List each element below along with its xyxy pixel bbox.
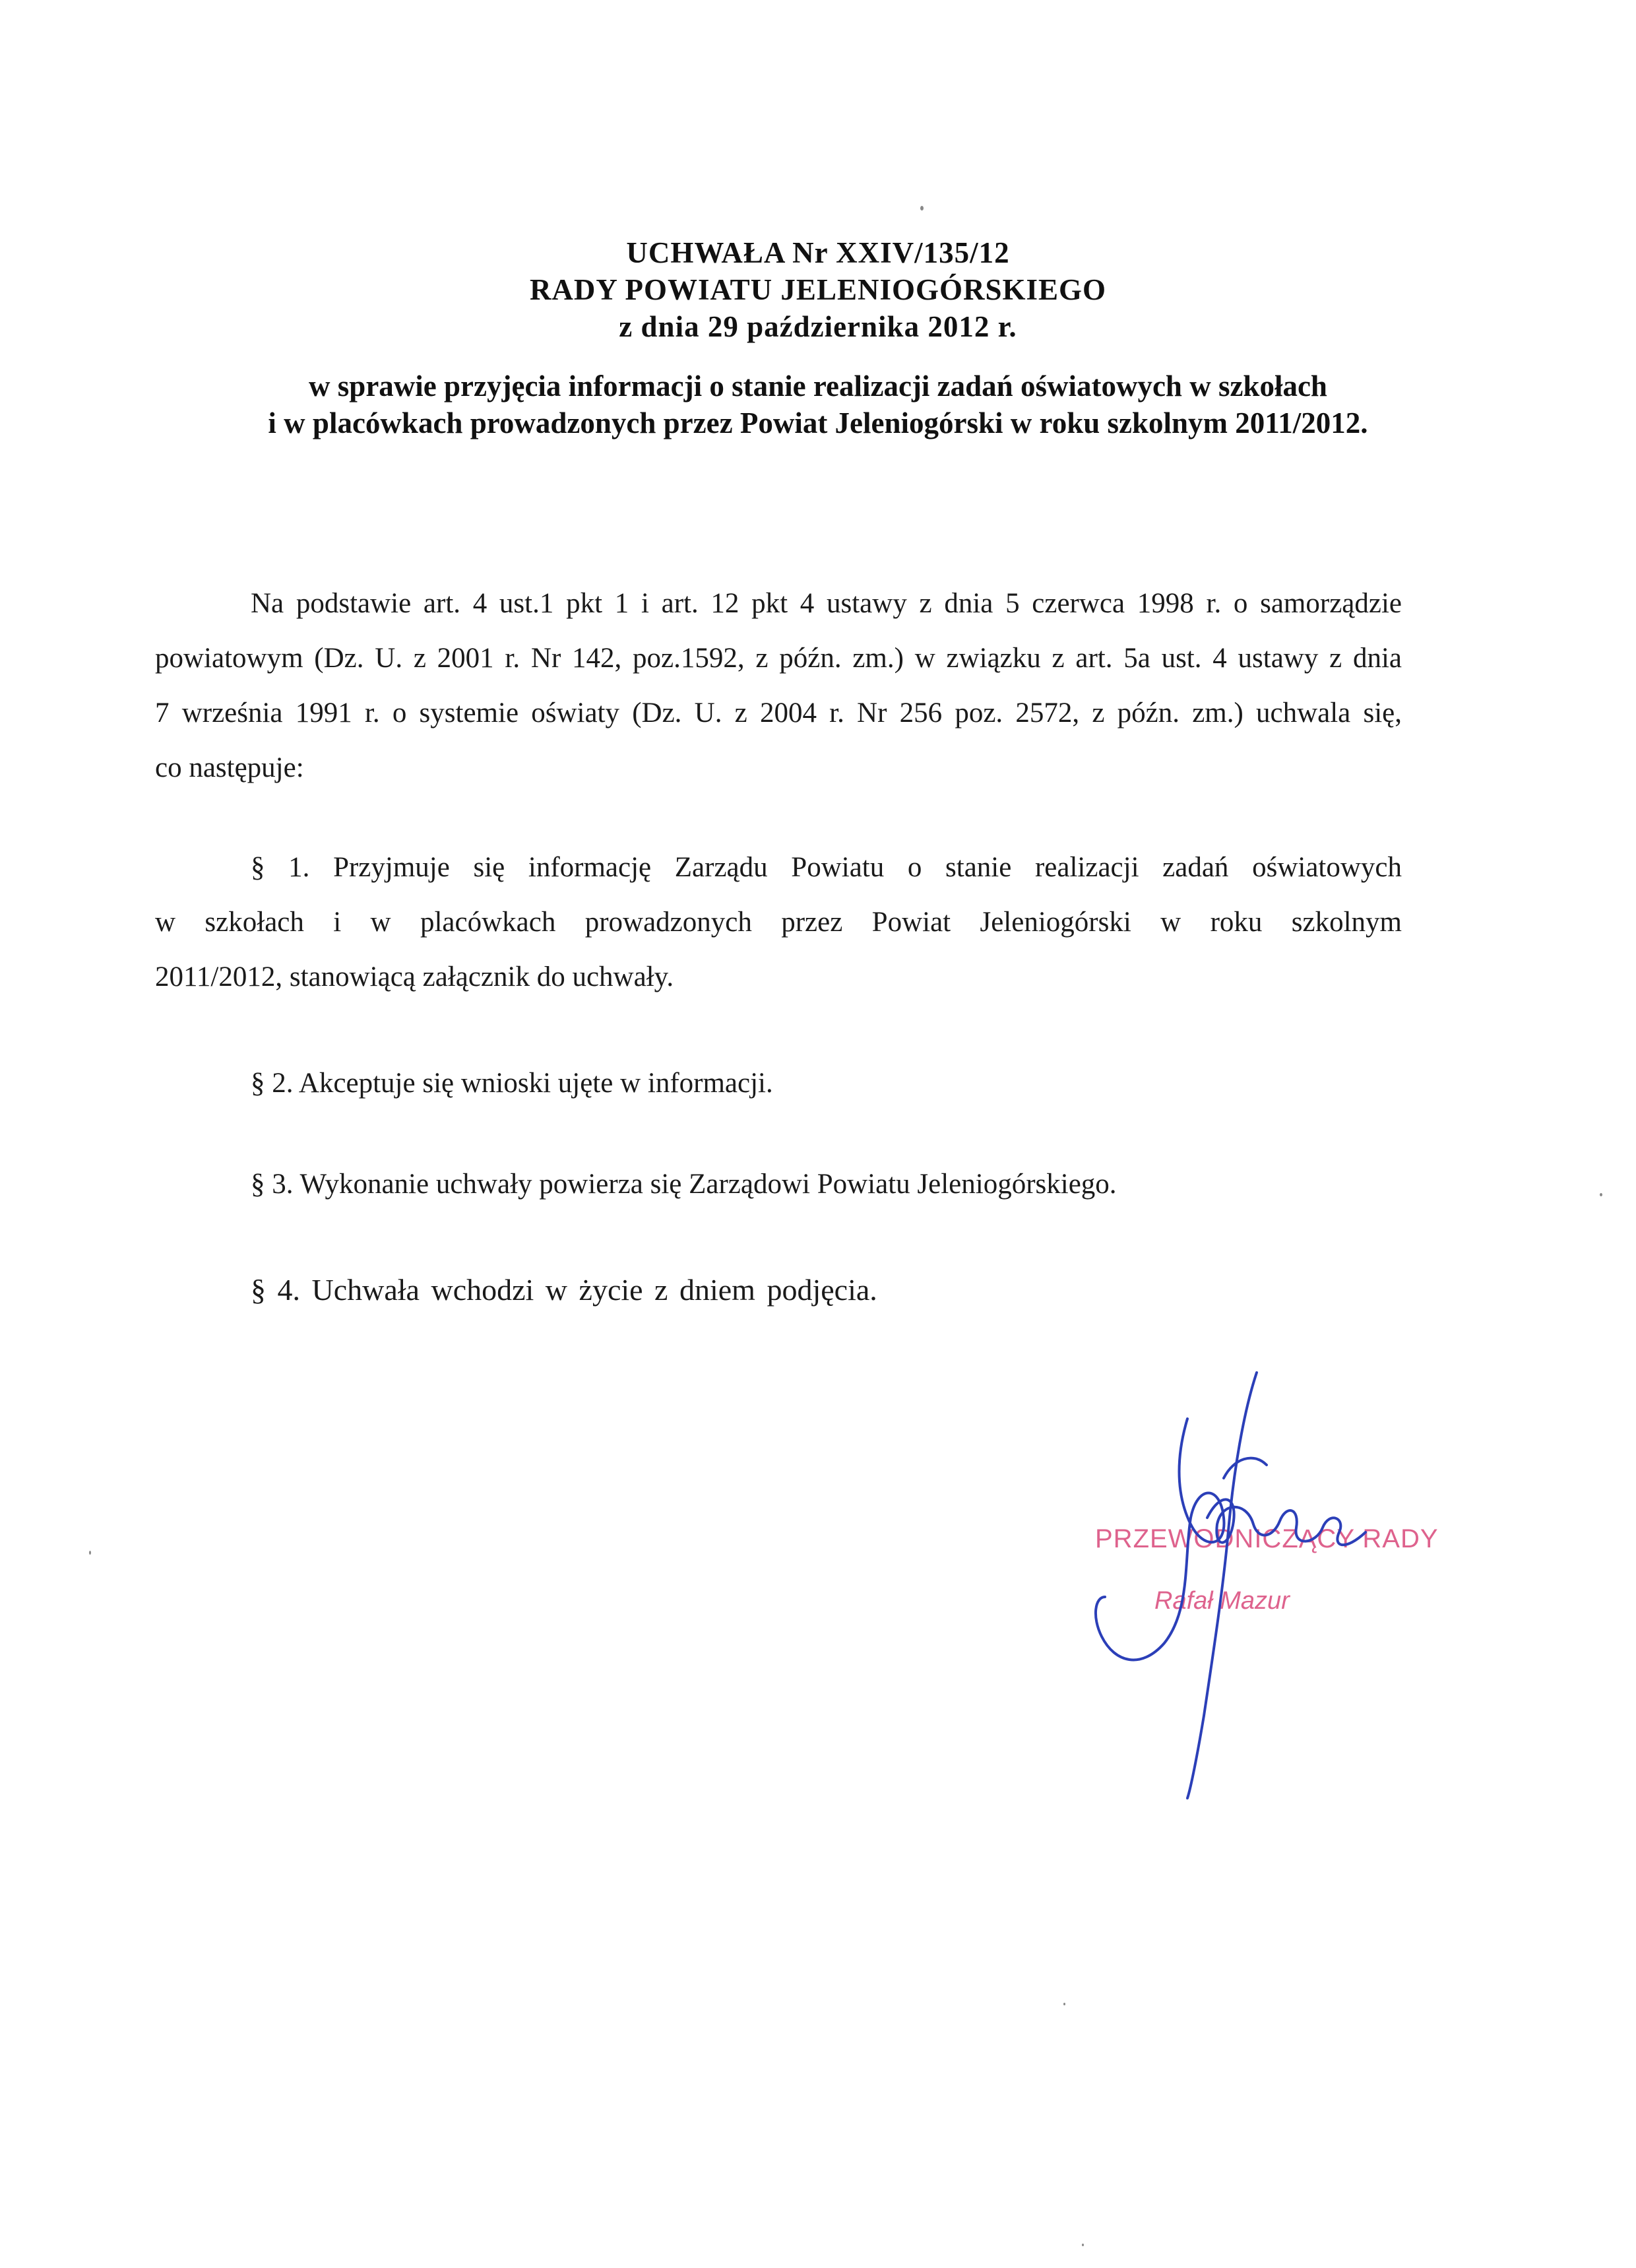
- preamble-line-4: co następuje:: [155, 752, 304, 783]
- council-name: RADY POWIATU JELENIOGÓRSKIEGO: [529, 273, 1107, 306]
- paragraph-2: § 2. Akceptuje się wnioski ujęte w informacji.: [251, 1068, 773, 1099]
- resolution-date: z dnia 29 października 2012 r.: [619, 310, 1017, 343]
- scan-speck: [1082, 2244, 1084, 2246]
- stamp-title: PRZEWODNICZĄCY RADY: [1095, 1524, 1439, 1553]
- preamble-line-3: 7 września 1991 r. o systemie oświaty (Dz. U. z 2004 r. Nr 256 poz. 2572, z późn. zm.) uchwala się,: [155, 697, 1402, 729]
- preamble-line-1: Na podstawie art. 4 ust.1 pkt 1 i art. 12 pkt 4 ustawy z dnia 5 czerwca 1998 r. o samorządzie: [251, 588, 1402, 619]
- scan-speck: [1600, 1193, 1602, 1196]
- resolution-number: UCHWAŁA Nr XXIV/135/12: [626, 236, 1010, 269]
- paragraph-3: § 3. Wykonanie uchwały powierza się Zarządowi Powiatu Jeleniogórskiego.: [251, 1169, 1117, 1200]
- scan-speck: [89, 1551, 91, 1555]
- preamble-line-2: powiatowym (Dz. U. z 2001 r. Nr 142, poz.1592, z późn. zm.) w związku z art. 5a ust. 4 ustawy z dnia: [155, 643, 1402, 674]
- stamp-name: Rafał Mazur: [1154, 1587, 1290, 1615]
- handwritten-signature: [1055, 1359, 1425, 1808]
- paragraph-1-line-3: 2011/2012, stanowiącą załącznik do uchwały.: [155, 961, 674, 992]
- paragraph-1-line-2: w szkołach i w placówkach prowadzonych przez Powiat Jeleniogórski w roku szkolnym: [155, 907, 1402, 938]
- paragraph-4: § 4. Uchwała wchodzi w życie z dniem podjęcia.: [251, 1273, 877, 1307]
- scan-speck: [920, 206, 924, 211]
- subject-line-1: w sprawie przyjęcia informacji o stanie realizacji zadań oświatowych w szkołach: [309, 370, 1327, 403]
- paragraph-1-line-1: § 1. Przyjmuje się informację Zarządu Powiatu o stanie realizacji zadań oświatowych: [251, 852, 1402, 883]
- subject-line-2: i w placówkach prowadzonych przez Powiat Jeleniogórski w roku szkolnym 2011/2012.: [268, 406, 1368, 439]
- scan-speck: [1063, 2003, 1065, 2005]
